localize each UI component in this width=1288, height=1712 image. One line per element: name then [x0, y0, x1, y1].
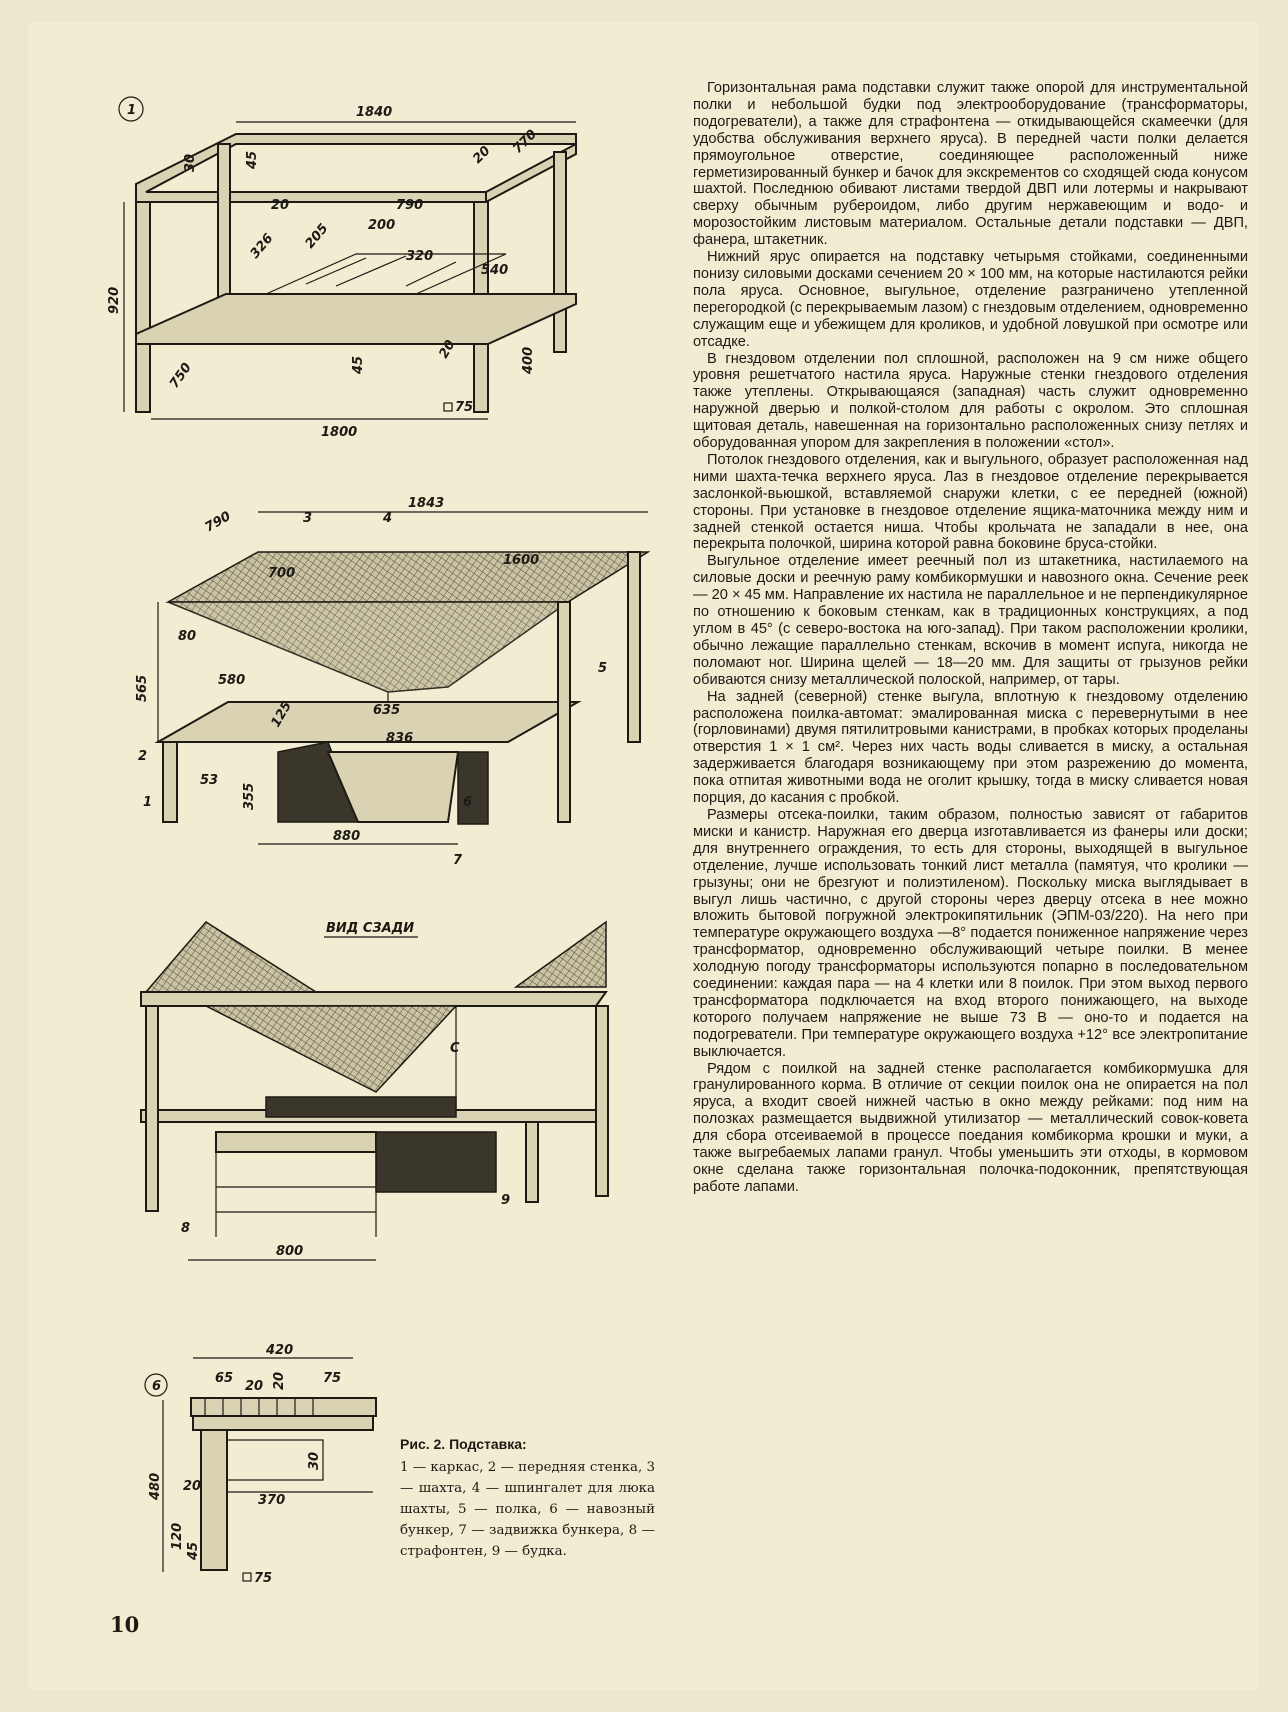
magazine-page: [28, 22, 1258, 1690]
dim-65: 65: [215, 1371, 234, 1386]
dim-400: 400: [521, 346, 536, 374]
hopper-cone-rear: [206, 1006, 456, 1092]
dim-635: 635: [373, 703, 401, 718]
top-frame: [136, 134, 576, 202]
middle-frame: [136, 294, 576, 344]
dim-320: 320: [406, 249, 434, 264]
leg-rear-right: [596, 1006, 608, 1196]
callout-1: 1: [143, 795, 153, 810]
shelf: [158, 702, 578, 742]
dim-120: 120: [170, 1522, 185, 1550]
figures-column: [28, 22, 678, 1690]
dim-45: 45: [186, 1541, 201, 1560]
dim-20-bottom: 20: [436, 337, 459, 361]
slat-board: [191, 1398, 376, 1416]
dim-75-bottom: 75: [254, 1571, 273, 1586]
leg-rear-left: [146, 1006, 158, 1211]
figure-1-badge: 1: [127, 103, 137, 118]
bunker-rim: [266, 1097, 456, 1117]
dim-1843: 1843: [408, 496, 445, 511]
paragraph: Нижний ярус опирается на подставку четырьмя стойками, соединенными понизу силовыми досками сечением 20 × 100 мм, на которые настилаются рейки пола яруса. Основное, выгульное, отделение разграничено утепленной перегородкой (с перекрываемым лазом) с гнездовым отделением, одновременно служащим еще и убежищем для кроликов, и удобной ловушкой при осмотре или отсадке.: [693, 249, 1248, 350]
leg-back-right: [554, 152, 566, 352]
post: [201, 1430, 227, 1570]
dim-1840: 1840: [356, 105, 393, 120]
callout-7: 7: [453, 853, 463, 868]
dim-540: 540: [481, 263, 509, 278]
dim-20-left: 20: [271, 198, 290, 213]
top-mesh: [168, 552, 648, 602]
dim-53: 53: [200, 773, 219, 788]
dim-420: 420: [266, 1343, 294, 1358]
leg-back: [628, 552, 640, 742]
dim-750: 750: [166, 360, 195, 392]
dim-20-c: 20: [183, 1479, 202, 1494]
leg-front-left: [136, 202, 150, 412]
caption-text: 1 — каркас, 2 — передняя стенка, 3 — шахта, 4 — шпингалет для люка шахты, 5 — полка, 6 — навозный бункер, 7 — задвижка бункера, 8 — страфонтен, 9 — будка.: [400, 1460, 655, 1559]
right-slope: [516, 922, 606, 987]
dim-480: 480: [148, 1472, 163, 1500]
callout-5: 5: [598, 661, 608, 676]
dim-800: 800: [276, 1244, 304, 1259]
leg-left: [163, 742, 177, 822]
support-board: [193, 1416, 373, 1430]
figure-4-section: [123, 1340, 393, 1602]
callout-6: 6: [463, 795, 473, 810]
paragraph: Потолок гнездового отделения, как и выгульного, образует расположенная над ними шахта-течка верхнего яруса. Лаз в гнездовое отделение перекрывается заслонкой-вьюшкой, вставляемой снаружи клетки, с ее передней (южной) стороны. При установке в гнездовое отделение ящика-маточника между ним и задней стенкой остается ниша. Чтобы крольчата не западали в нее, она перекрыта полочкой, ширина которой равна боковине бруса-стойки.: [693, 451, 1248, 553]
dim-75: 75: [455, 400, 474, 415]
paragraph: В гнездовом отделении пол сплошной, расположен на 9 см ниже общего уровня решетчатого настила яруса. Наружные стенки гнездового отделения также утеплены. Открывающаяся (западная) часть служит одновременно наружной дверью и полкой-столом для работы с окролом. Это сплошная щитовая деталь, навешенная на горизонтально расположенных снизу петлях и оборудованная упором для закрепления в положении «стол».: [693, 350, 1248, 452]
callout-2: 2: [138, 749, 148, 764]
caption-title: Рис. 2. Подставка:: [400, 1436, 527, 1452]
paragraph: Размеры отсека-поилки, таким образом, полностью зависят от габаритов миски и канистр. Наружная его дверца изготавливается из фанеры или доски; для внутреннего ограждения, то есть для стороны, выходящей в выгульное отделение, лучше использовать тонкий лист металла (памятуя, что кролики — грызуны; они не брезгуют и полиэтиленом). Поскольку миска выглядывает в выгул лишь частично, с другой стороны через дверцу отсека в нее можно вложить бытовой погружной электрокипятильник (ЭПМ-03/220). На него при температуре окружающего воздуха —8° подается пониженное напряжение через трансформатор, одновременно обслуживающий четыре поилки. В менее холодную погоду трансформаторы используются попарно в последовательном соединении: каждая пара — на 4 клетки или 8 поилок. При этом выход первого трансформатора подключается на вход второго понижающего, на выходе которого получаем напряжение не выше 73 В — оно-то и подается на подогреватели. При температуре окружающего воздуха +12° все электропитание выключается.: [693, 806, 1248, 1060]
dim-45-bottom: 45: [351, 355, 366, 374]
dim-80: 80: [178, 629, 197, 644]
leg-rear-mid: [526, 1122, 538, 1202]
middle-slats: [266, 254, 509, 294]
left-slope: [146, 922, 316, 992]
paragraph: Горизонтальная рама подставки служит также опорой для инструментальной полки и небольшой будки под электрооборудование (трансформаторы, подогреватели), а также для страфонтена — откидывающейся скамеечки (для удобства обслуживания верхнего яруса). В передней части полки делается прямоугольное отверстие, соединяющее расположенный ниже герметизированный бункер и бачок для экскрементов со сходящей сюда конусом шахтой. Последнюю обивают листами твердой ДВП или лотермы и накрывают сверху обычным рубероидом, либо другим нержавеющим и водо- и морозостойким листовым материалом. Остальные детали подставки — ДВП, фанера, штакетник.: [693, 80, 1248, 249]
dim-125: 125: [268, 698, 296, 730]
dim-770: 770: [510, 127, 541, 157]
figure-1-frame-drawing: [106, 74, 666, 444]
figure-3-rear-view: [126, 902, 666, 1282]
callout-8: 8: [181, 1221, 191, 1236]
bunker-back: [376, 1132, 496, 1192]
dim-205: 205: [302, 221, 332, 252]
page-number: 10: [110, 1612, 140, 1637]
dim-75-top: 75: [323, 1371, 342, 1386]
dim-580: 580: [218, 673, 246, 688]
latch-letter: С: [450, 1041, 460, 1056]
dim-20-a: 20: [245, 1379, 264, 1394]
dim-1800: 1800: [321, 425, 358, 440]
dim-20-b: 20: [272, 1371, 287, 1390]
dim-45-top: 45: [245, 150, 260, 169]
step-seat: [216, 1132, 376, 1152]
paragraph: На задней (северной) стенке выгула, вплотную к гнездовому отделению расположена поилка-автомат: эмалированная миска с перевернутыми в нее (горловинами) двумя пятилитровыми канистрами, в пробках которых проделаны отверстия 1 × 1 см². Через них часть воды сливается в миску, а остальная задерживается благодаря возникающему при этом разрежению до момента, пока отпитая животными вода не оголит крышку, тогда в миску сливается новая порция, до касания с пробкой.: [693, 688, 1248, 807]
dim-200: 200: [368, 218, 396, 233]
strafonten-frame: [216, 1152, 376, 1237]
dim-880: 880: [333, 829, 361, 844]
figure-4-badge: 6: [152, 1379, 162, 1394]
top-rail: [141, 992, 606, 1006]
dim-565: 565: [135, 674, 150, 702]
dim-920: 920: [107, 286, 122, 314]
dim-30: 30: [307, 1451, 322, 1470]
dim-20-top: 20: [470, 143, 494, 167]
callout-3: 3: [303, 511, 313, 526]
callout-9: 9: [501, 1193, 511, 1208]
dim-370: 370: [258, 1493, 286, 1508]
dim-355: 355: [242, 782, 257, 810]
article-text: [693, 80, 1248, 1196]
figure-2-hopper-drawing: [128, 492, 658, 872]
dim-836: 836: [386, 731, 414, 746]
dim-1600: 1600: [503, 553, 540, 568]
callout-4: 4: [383, 511, 393, 526]
bunker-gate: [458, 752, 488, 824]
booth-panel: [456, 1006, 606, 1116]
leg-right: [558, 602, 570, 822]
paragraph: Рядом с поилкой на задней стенке располагается комбикормушка для гранулированного корма. В отличие от секции поилок она не опирается на пол яруса, а входит своей нижней частью в окно между рейками: под ним на полозках размещается выдвижной утилизатор — металлический совок-ковета для сбора отсеиваемой в процессе поедания комбикорма крошки и муки, а также выгребаемых лапами гранул. Чтобы уменьшить эти отходы, в кормовом окне сделана также горизонтальная полочка-подоконник, препятствующая работе лапами.: [693, 1060, 1248, 1195]
dim-700: 700: [268, 566, 296, 581]
dim-790: 790: [396, 198, 424, 213]
dim-30: 30: [183, 153, 198, 172]
figure-caption: [400, 1434, 655, 1562]
dim-790: 790: [202, 508, 234, 536]
paragraph: Выгульное отделение имеет реечный пол из штакетника, настилаемого на силовые доски и реечную раму комбикормушки и навозного окна. Сечение реек — 20 × 45 мм. Направление их настила не параллельное и не перпендикулярное по отношению к боковым стенкам, как в традиционных конструкциях, а под углом в 45° (с северо-востока на юго-запад). При таком расположении кролики, обычно лежащие параллельно стенкам, вскочив в момент испуга, никогда не поломают ног. Ширина щелей — 18—20 мм. Для защиты от грызунов рейки обиваются снизу металлической полоской, например, от тары.: [693, 553, 1248, 688]
rear-view-title: ВИД СЗАДИ: [326, 921, 415, 936]
dim-326: 326: [247, 231, 277, 262]
